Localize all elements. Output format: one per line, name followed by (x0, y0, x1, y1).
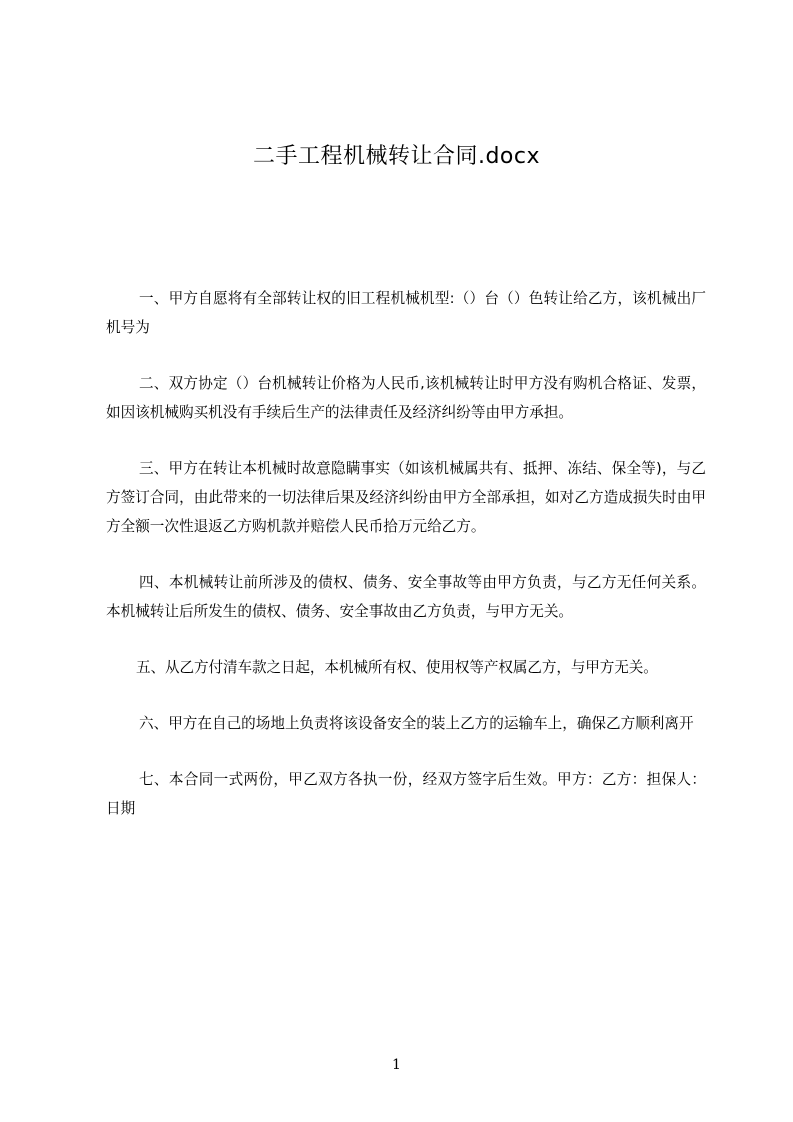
page-number: 1 (392, 1057, 401, 1073)
clause-6: 六、甲方在自己的场地上负责将该设备安全的装上乙方的运输车上，确保乙方顺利离开 (139, 715, 694, 732)
document-body (106, 284, 706, 850)
clause-3: 三、甲方在转让本机械时故意隐瞒事实（如该机械属共有、抵押、冻结、保全等)，与乙方签订合同，由此带来的一切法律后果及经济纠纷由甲方全部承担，如对乙方造成损失时由甲方全额一次性退返乙方购机款并赔偿人民币拾万元给乙方。 (106, 460, 706, 535)
clause-2: 二、双方协定（）台机械转让价格为人民币,该机械转让时甲方没有购机合格证、发票，如因该机械购买机没有手续后生产的法律责任及经济纠纷等由甲方承担。 (106, 375, 706, 421)
document-title: 二手工程机械转让合同.docx (252, 144, 541, 169)
clause-7: 七、本合同一式两份，甲乙双方各执一份，经双方签字后生效。甲方：乙方：担保人：日期 (106, 771, 706, 817)
clause-5: 五、从乙方付清车款之日起，本机械所有权、使用权等产权属乙方，与甲方无关。 (136, 659, 658, 676)
clause-4: 四、本机械转让前所涉及的债权、债务、安全事故等由甲方负责，与乙方无任何关系。本机械转让后所发生的债权、债务、安全事故由乙方负责，与甲方无关。 (106, 574, 706, 620)
clause-1: 一、甲方自愿将有全部转让权的旧工程机械机型:（）台（）色转让给乙方，该机械出厂机号为 (106, 290, 706, 336)
